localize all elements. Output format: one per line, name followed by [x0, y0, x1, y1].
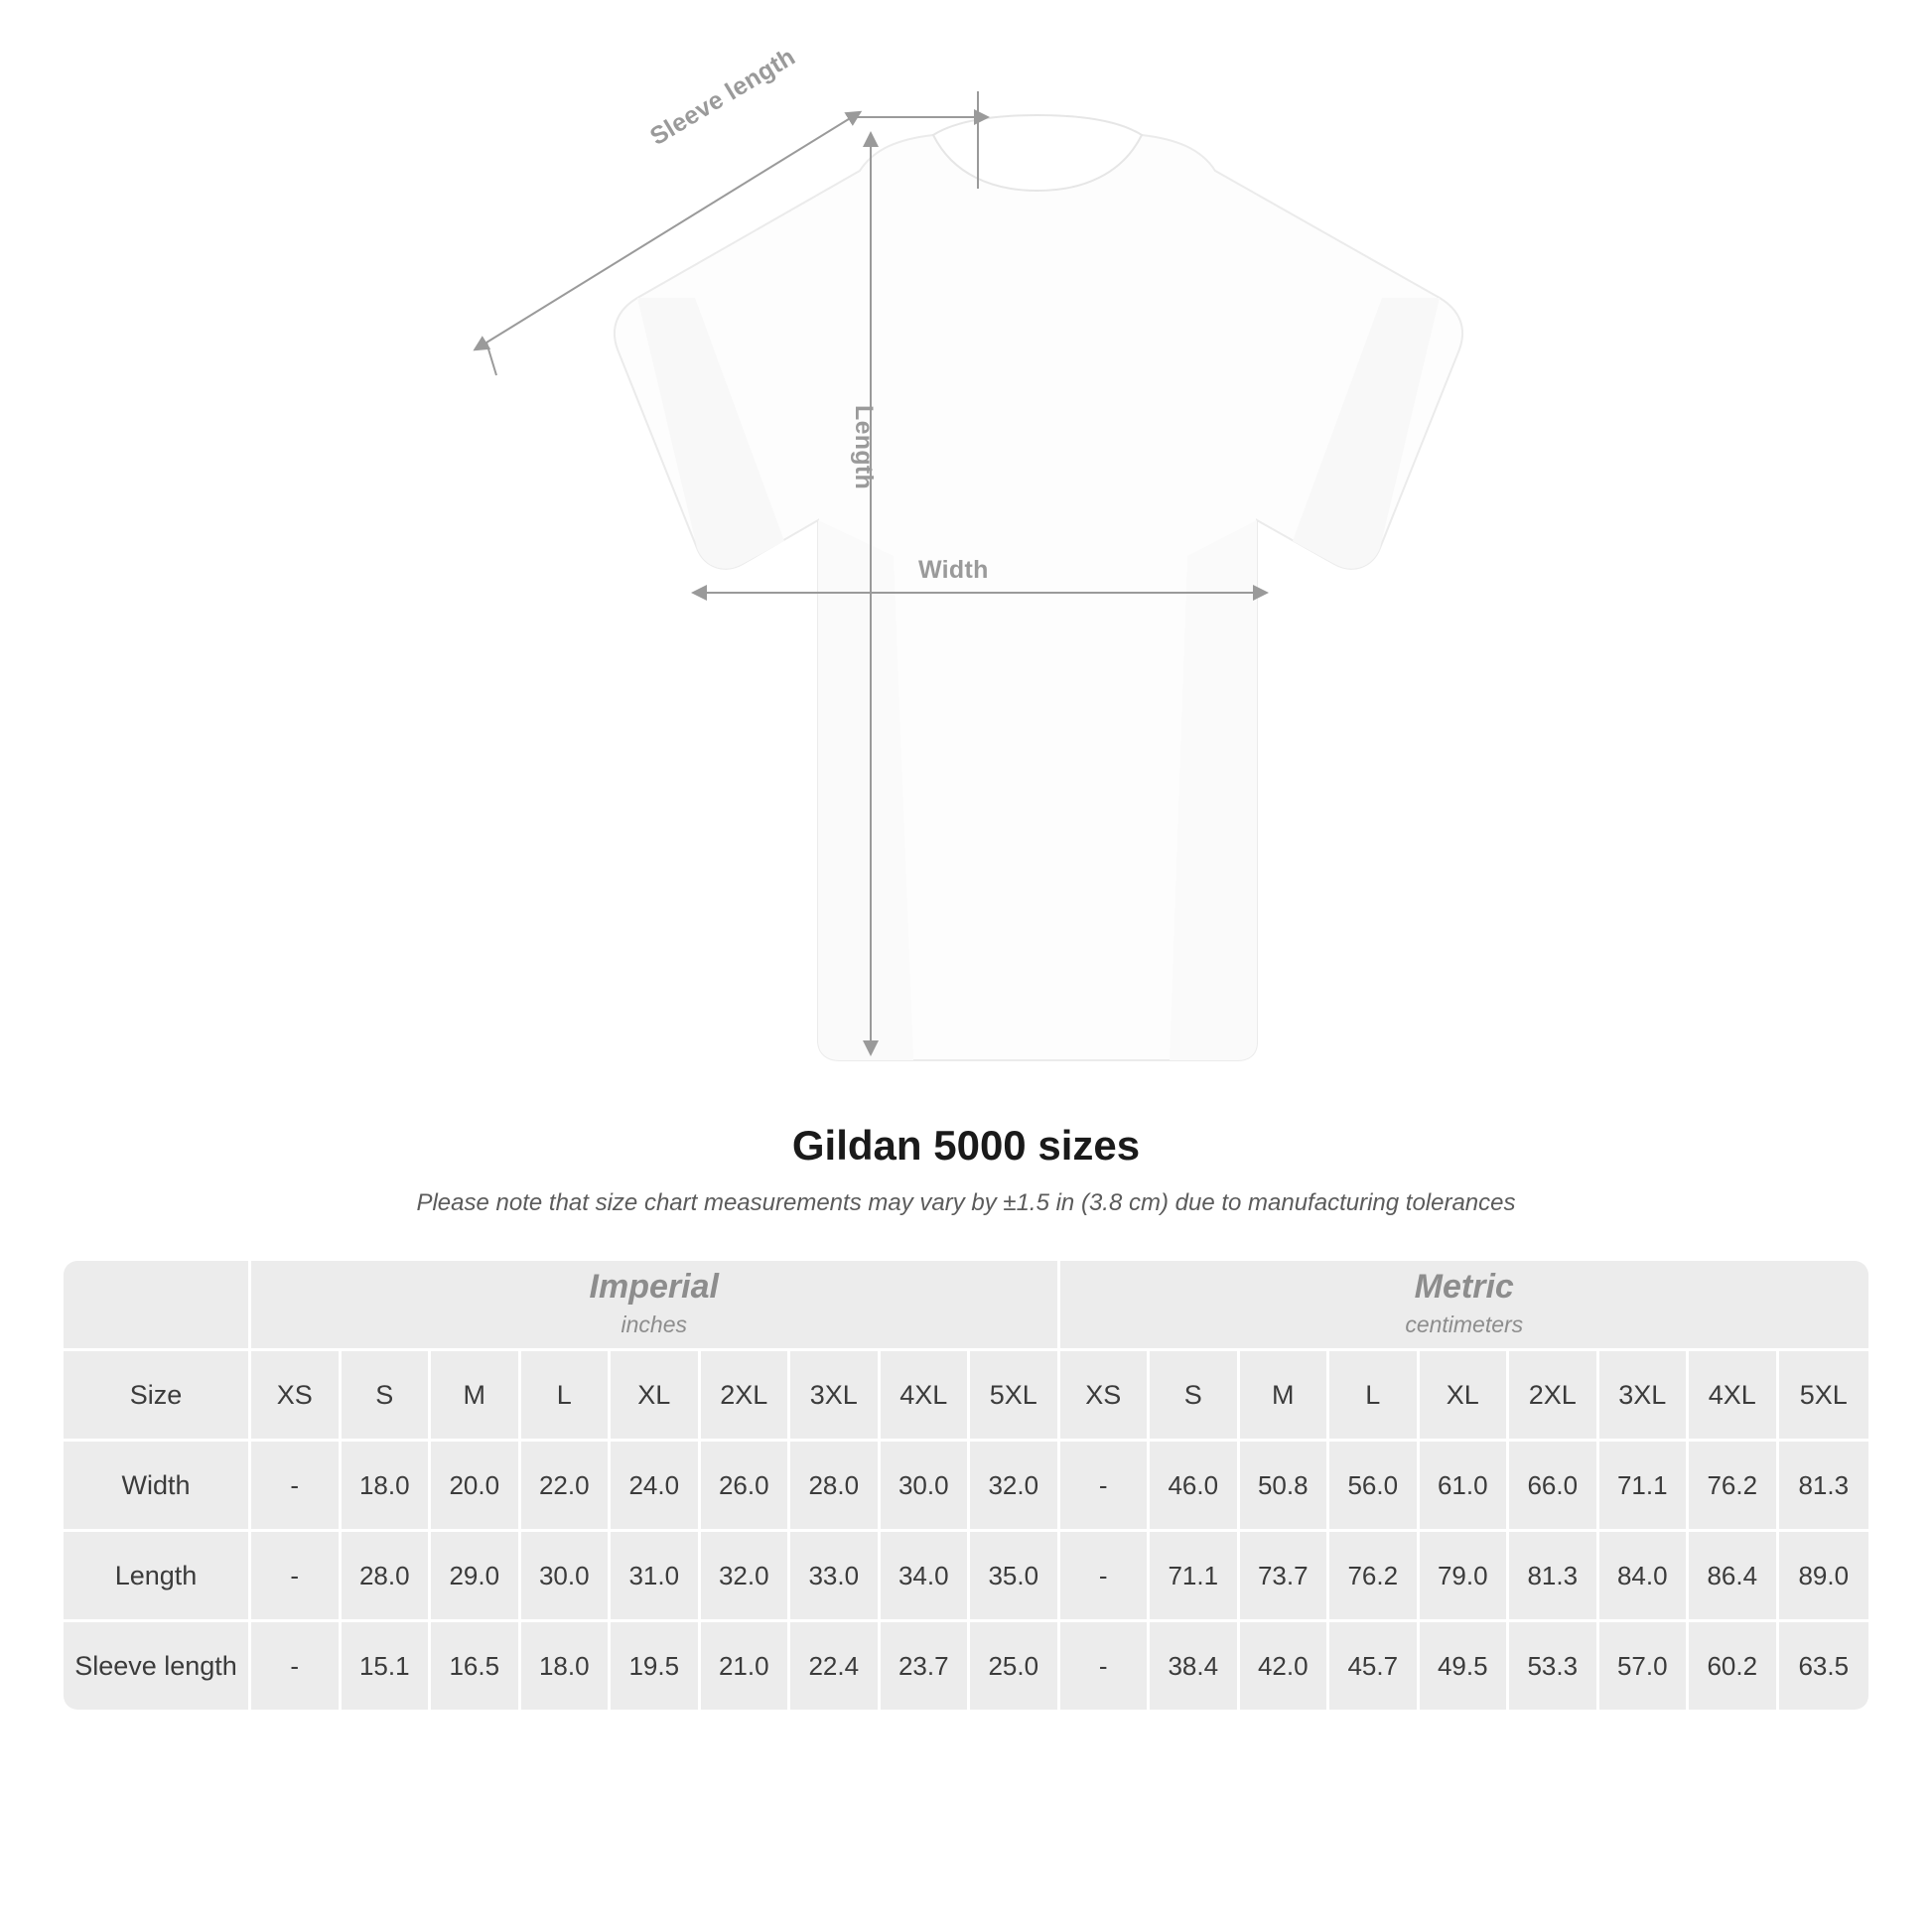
size-header-metric-m: M: [1240, 1351, 1330, 1442]
table-corner-cell: [64, 1261, 251, 1351]
cell-length-metric-4xl: 86.4: [1689, 1532, 1779, 1622]
cell-width-metric-2xl: 66.0: [1509, 1442, 1599, 1532]
cell-length-imperial-xl: 31.0: [611, 1532, 701, 1622]
cell-sleeve-imperial-s: 15.1: [342, 1622, 432, 1710]
cell-width-metric-m: 50.8: [1240, 1442, 1330, 1532]
cell-width-imperial-xs: -: [251, 1442, 342, 1532]
cell-width-imperial-3xl: 28.0: [790, 1442, 881, 1532]
unit-group-imperial: [251, 1261, 1060, 1351]
size-header-imperial-4xl: 4XL: [881, 1351, 971, 1442]
size-header-metric-5xl: 5XL: [1779, 1351, 1869, 1442]
cell-length-imperial-3xl: 33.0: [790, 1532, 881, 1622]
tolerance-note: Please note that size chart measurements may vary by ±1.5 in (3.8 cm) due to manufacturing tolerances: [416, 1189, 1516, 1216]
size-header-metric-xl: XL: [1420, 1351, 1510, 1442]
cell-sleeve-imperial-xs: -: [251, 1622, 342, 1710]
title-block: [0, 1122, 1932, 1217]
unit-group-metric-sub: centimeters: [1405, 1311, 1524, 1338]
size-header-imperial-s: S: [342, 1351, 432, 1442]
size-header-imperial-3xl: 3XL: [790, 1351, 881, 1442]
cell-width-imperial-5xl: 32.0: [970, 1442, 1060, 1532]
cell-length-imperial-s: 28.0: [342, 1532, 432, 1622]
cell-length-metric-5xl: 89.0: [1779, 1532, 1869, 1622]
cell-width-imperial-l: 22.0: [521, 1442, 612, 1532]
cell-length-metric-2xl: 81.3: [1509, 1532, 1599, 1622]
cell-sleeve-metric-2xl: 53.3: [1509, 1622, 1599, 1710]
size-header-metric-4xl: 4XL: [1689, 1351, 1779, 1442]
cell-width-imperial-4xl: 30.0: [881, 1442, 971, 1532]
cell-length-metric-xs: -: [1060, 1532, 1151, 1622]
cell-length-imperial-xs: -: [251, 1532, 342, 1622]
unit-group-metric-name: Metric: [1414, 1268, 1514, 1307]
cell-width-metric-4xl: 76.2: [1689, 1442, 1779, 1532]
size-header-imperial-xs: XS: [251, 1351, 342, 1442]
width-label: Width: [918, 556, 989, 584]
cell-sleeve-metric-4xl: 60.2: [1689, 1622, 1779, 1710]
table-row: [64, 1532, 1868, 1622]
size-header-imperial-xl: XL: [611, 1351, 701, 1442]
size-header-imperial-5xl: 5XL: [970, 1351, 1060, 1442]
cell-sleeve-imperial-5xl: 25.0: [970, 1622, 1060, 1710]
cell-width-imperial-s: 18.0: [342, 1442, 432, 1532]
length-label: Length: [850, 405, 878, 490]
table-row: [64, 1622, 1868, 1710]
cell-length-imperial-2xl: 32.0: [701, 1532, 791, 1622]
cell-width-imperial-2xl: 26.0: [701, 1442, 791, 1532]
table-row: [64, 1442, 1868, 1532]
size-table: [64, 1261, 1868, 1710]
unit-group-row: [64, 1261, 1868, 1351]
cell-sleeve-imperial-l: 18.0: [521, 1622, 612, 1710]
cell-sleeve-metric-xs: -: [1060, 1622, 1151, 1710]
cell-sleeve-metric-l: 45.7: [1329, 1622, 1420, 1710]
size-header-metric-3xl: 3XL: [1599, 1351, 1690, 1442]
cell-sleeve-imperial-2xl: 21.0: [701, 1622, 791, 1710]
size-header-metric-l: L: [1329, 1351, 1420, 1442]
cell-length-imperial-m: 29.0: [431, 1532, 521, 1622]
cell-width-metric-xl: 61.0: [1420, 1442, 1510, 1532]
cell-sleeve-metric-5xl: 63.5: [1779, 1622, 1869, 1710]
cell-length-imperial-l: 30.0: [521, 1532, 612, 1622]
size-header-label: Size: [64, 1351, 251, 1442]
size-table-wrapper: [64, 1261, 1868, 1710]
sleeve-length-label: Sleeve length: [645, 42, 800, 152]
cell-width-metric-5xl: 81.3: [1779, 1442, 1869, 1532]
cell-sleeve-imperial-xl: 19.5: [611, 1622, 701, 1710]
cell-width-imperial-m: 20.0: [431, 1442, 521, 1532]
size-header-metric-xs: XS: [1060, 1351, 1151, 1442]
size-header-imperial-2xl: 2XL: [701, 1351, 791, 1442]
cell-length-metric-3xl: 84.0: [1599, 1532, 1690, 1622]
row-label-sleeve-length: Sleeve length: [64, 1622, 251, 1710]
cell-width-metric-xs: -: [1060, 1442, 1151, 1532]
cell-sleeve-metric-xl: 49.5: [1420, 1622, 1510, 1710]
row-label-length: Length: [64, 1532, 251, 1622]
size-header-row: [64, 1351, 1868, 1442]
unit-group-imperial-sub: inches: [621, 1311, 687, 1338]
cell-length-imperial-4xl: 34.0: [881, 1532, 971, 1622]
cell-length-metric-l: 76.2: [1329, 1532, 1420, 1622]
unit-group-metric: [1060, 1261, 1869, 1351]
row-label-width: Width: [64, 1442, 251, 1532]
cell-length-imperial-5xl: 35.0: [970, 1532, 1060, 1622]
cell-sleeve-metric-s: 38.4: [1150, 1622, 1240, 1710]
cell-length-metric-m: 73.7: [1240, 1532, 1330, 1622]
cell-width-metric-s: 46.0: [1150, 1442, 1240, 1532]
cell-width-metric-l: 56.0: [1329, 1442, 1420, 1532]
unit-group-imperial-name: Imperial: [589, 1268, 719, 1307]
cell-sleeve-imperial-m: 16.5: [431, 1622, 521, 1710]
size-header-imperial-m: M: [431, 1351, 521, 1442]
cell-sleeve-imperial-3xl: 22.4: [790, 1622, 881, 1710]
size-header-imperial-l: L: [521, 1351, 612, 1442]
size-header-metric-s: S: [1150, 1351, 1240, 1442]
cell-sleeve-metric-3xl: 57.0: [1599, 1622, 1690, 1710]
cell-width-imperial-xl: 24.0: [611, 1442, 701, 1532]
cell-length-metric-xl: 79.0: [1420, 1532, 1510, 1622]
cell-sleeve-imperial-4xl: 23.7: [881, 1622, 971, 1710]
cell-length-metric-s: 71.1: [1150, 1532, 1240, 1622]
cell-width-metric-3xl: 71.1: [1599, 1442, 1690, 1532]
cell-sleeve-metric-m: 42.0: [1240, 1622, 1330, 1710]
page-title: Gildan 5000 sizes: [791, 1122, 1141, 1169]
tshirt-shape: [615, 115, 1462, 1060]
size-header-metric-2xl: 2XL: [1509, 1351, 1599, 1442]
